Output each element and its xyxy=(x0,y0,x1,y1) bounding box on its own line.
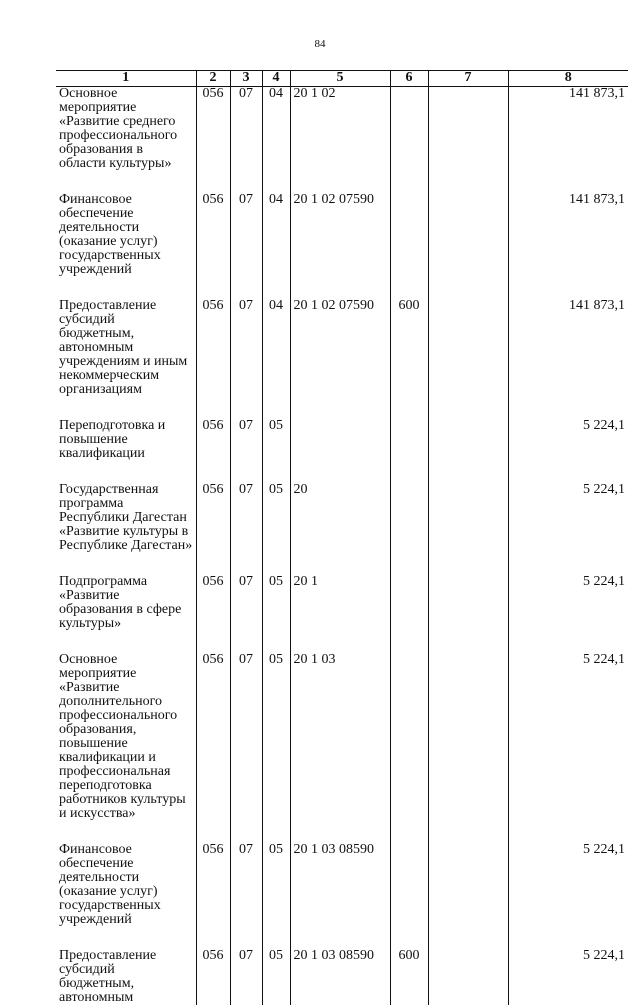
cell-admin-code: 056 xyxy=(196,299,230,419)
cell-col7 xyxy=(428,419,508,483)
column-header: 3 xyxy=(230,71,262,87)
cell-admin-code: 056 xyxy=(196,653,230,843)
cell-subsection: 04 xyxy=(262,87,290,194)
item-name: Финансовое обеспечение деятельности (оказание услуг) государственных учреждений xyxy=(56,843,196,949)
cell-amount: 141 873,1 xyxy=(508,87,628,194)
column-header: 1 xyxy=(56,71,196,87)
cell-expense-type xyxy=(390,653,428,843)
cell-subsection: 05 xyxy=(262,575,290,653)
cell-expense-type xyxy=(390,843,428,949)
item-name: Финансовое обеспечение деятельности (оказание услуг) государственных учреждений xyxy=(56,193,196,299)
column-header: 7 xyxy=(428,71,508,87)
cell-amount: 5 224,1 xyxy=(508,949,628,1005)
cell-col7 xyxy=(428,193,508,299)
cell-amount: 5 224,1 xyxy=(508,483,628,575)
cell-col7 xyxy=(428,653,508,843)
cell-amount: 141 873,1 xyxy=(508,193,628,299)
table-row xyxy=(56,653,628,843)
cell-section: 07 xyxy=(230,575,262,653)
cell-amount: 5 224,1 xyxy=(508,843,628,949)
cell-amount: 141 873,1 xyxy=(508,299,628,419)
cell-amount: 5 224,1 xyxy=(508,419,628,483)
column-header: 5 xyxy=(290,71,390,87)
cell-admin-code: 056 xyxy=(196,193,230,299)
cell-expense-type xyxy=(390,193,428,299)
cell-admin-code: 056 xyxy=(196,483,230,575)
table-row xyxy=(56,483,628,575)
cell-admin-code: 056 xyxy=(196,87,230,194)
cell-subsection: 05 xyxy=(262,949,290,1005)
cell-expense-type xyxy=(390,419,428,483)
cell-col7 xyxy=(428,483,508,575)
cell-col7 xyxy=(428,949,508,1005)
cell-section: 07 xyxy=(230,483,262,575)
table-row xyxy=(56,193,628,299)
item-name: Основное мероприятие «Развитие дополнительного профессионального образования, повышение квалификации и профессиональная переподготовка работников культуры и искусства» xyxy=(56,653,196,843)
cell-target-code: 20 1 03 xyxy=(290,653,390,843)
cell-col7 xyxy=(428,575,508,653)
table-row xyxy=(56,575,628,653)
cell-subsection: 04 xyxy=(262,299,290,419)
cell-section: 07 xyxy=(230,949,262,1005)
table-row xyxy=(56,843,628,949)
cell-expense-type: 600 xyxy=(390,949,428,1005)
cell-expense-type xyxy=(390,483,428,575)
cell-admin-code: 056 xyxy=(196,419,230,483)
table-row xyxy=(56,299,628,419)
cell-subsection: 05 xyxy=(262,653,290,843)
cell-expense-type: 600 xyxy=(390,299,428,419)
cell-target-code: 20 xyxy=(290,483,390,575)
cell-section: 07 xyxy=(230,419,262,483)
cell-subsection: 04 xyxy=(262,193,290,299)
column-header: 4 xyxy=(262,71,290,87)
cell-target-code: 20 1 02 xyxy=(290,87,390,194)
cell-expense-type xyxy=(390,87,428,194)
header-row xyxy=(56,71,628,87)
cell-section: 07 xyxy=(230,87,262,194)
cell-target-code: 20 1 02 07590 xyxy=(290,299,390,419)
column-header: 8 xyxy=(508,71,628,87)
cell-admin-code: 056 xyxy=(196,575,230,653)
item-name: Государственная программа Республики Дагестан «Развитие культуры в Республике Дагестан» xyxy=(56,483,196,575)
cell-section: 07 xyxy=(230,653,262,843)
cell-target-code: 20 1 03 08590 xyxy=(290,843,390,949)
item-name: Основное мероприятие «Развитие среднего профессионального образования в области культуры» xyxy=(56,87,196,194)
budget-table xyxy=(56,70,628,1005)
cell-target-code: 20 1 xyxy=(290,575,390,653)
cell-amount: 5 224,1 xyxy=(508,575,628,653)
cell-col7 xyxy=(428,299,508,419)
item-name: Предоставление субсидий бюджетным, автономным xyxy=(56,949,196,1005)
cell-subsection: 05 xyxy=(262,483,290,575)
cell-subsection: 05 xyxy=(262,419,290,483)
cell-target-code xyxy=(290,419,390,483)
table-row xyxy=(56,949,628,1005)
cell-target-code: 20 1 03 08590 xyxy=(290,949,390,1005)
cell-section: 07 xyxy=(230,193,262,299)
item-name: Переподготовка и повышение квалификации xyxy=(56,419,196,483)
cell-admin-code: 056 xyxy=(196,843,230,949)
page-number: 84 xyxy=(314,38,326,50)
cell-col7 xyxy=(428,87,508,194)
column-header: 6 xyxy=(390,71,428,87)
column-header: 2 xyxy=(196,71,230,87)
cell-amount: 5 224,1 xyxy=(508,653,628,843)
cell-expense-type xyxy=(390,575,428,653)
cell-subsection: 05 xyxy=(262,843,290,949)
cell-admin-code: 056 xyxy=(196,949,230,1005)
cell-target-code: 20 1 02 07590 xyxy=(290,193,390,299)
cell-section: 07 xyxy=(230,299,262,419)
item-name: Подпрограмма «Развитие образования в сфере культуры» xyxy=(56,575,196,653)
item-name: Предоставление субсидий бюджетным, автономным учреждениям и иным некоммерческим организациям xyxy=(56,299,196,419)
cell-section: 07 xyxy=(230,843,262,949)
table-row xyxy=(56,87,628,194)
cell-col7 xyxy=(428,843,508,949)
table-row xyxy=(56,419,628,483)
